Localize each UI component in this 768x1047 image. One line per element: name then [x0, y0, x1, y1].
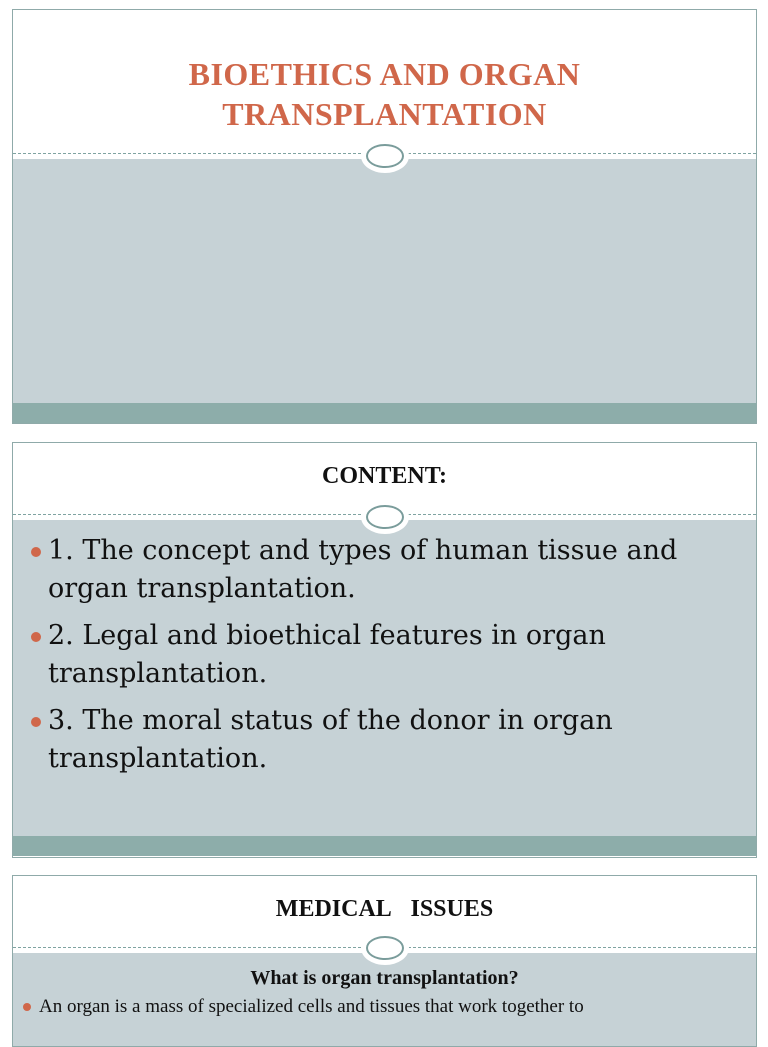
bottom-band: [13, 403, 756, 423]
slide-medical-issues: [12, 875, 757, 1047]
bullet-icon: [31, 547, 41, 557]
list-item: [31, 617, 746, 693]
oval-ornament-icon: [361, 931, 409, 965]
paragraph-text: An organ is a mass of specialized cells and tissues that work together to: [39, 996, 584, 1017]
slide-content: [12, 442, 757, 858]
list-item-text: 3. The moral status of the donor in organ transplantation.: [48, 705, 613, 774]
slide-heading: CONTENT:: [322, 463, 447, 489]
slide-body: [13, 953, 756, 1047]
title-line-1: BIOETHICS AND ORGAN: [188, 56, 581, 92]
list-item-text: 1. The concept and types of human tissue and organ transplantation.: [48, 535, 678, 604]
slide-body: [13, 520, 756, 836]
oval-ornament-icon: [361, 500, 409, 534]
slide-body: [13, 159, 756, 403]
question-heading: What is organ transplantation?: [250, 967, 519, 989]
slide-title-text: [13, 54, 756, 134]
slide-heading: MEDICAL ISSUES: [275, 896, 494, 922]
content-list: [31, 532, 746, 787]
oval-ornament-icon: [361, 139, 409, 173]
bullet-icon: [31, 717, 41, 727]
paragraph: [23, 995, 738, 1019]
list-item: [31, 702, 746, 778]
list-item-text: 2. Legal and bioethical features in organ transplantation.: [48, 620, 606, 689]
list-item: [31, 532, 746, 608]
slide-title: [12, 9, 757, 424]
bullet-icon: [23, 1003, 31, 1011]
bullet-icon: [31, 632, 41, 642]
bottom-band: [13, 836, 756, 856]
title-line-2: TRANSPLANTATION: [222, 96, 547, 132]
title-area: [13, 10, 756, 153]
